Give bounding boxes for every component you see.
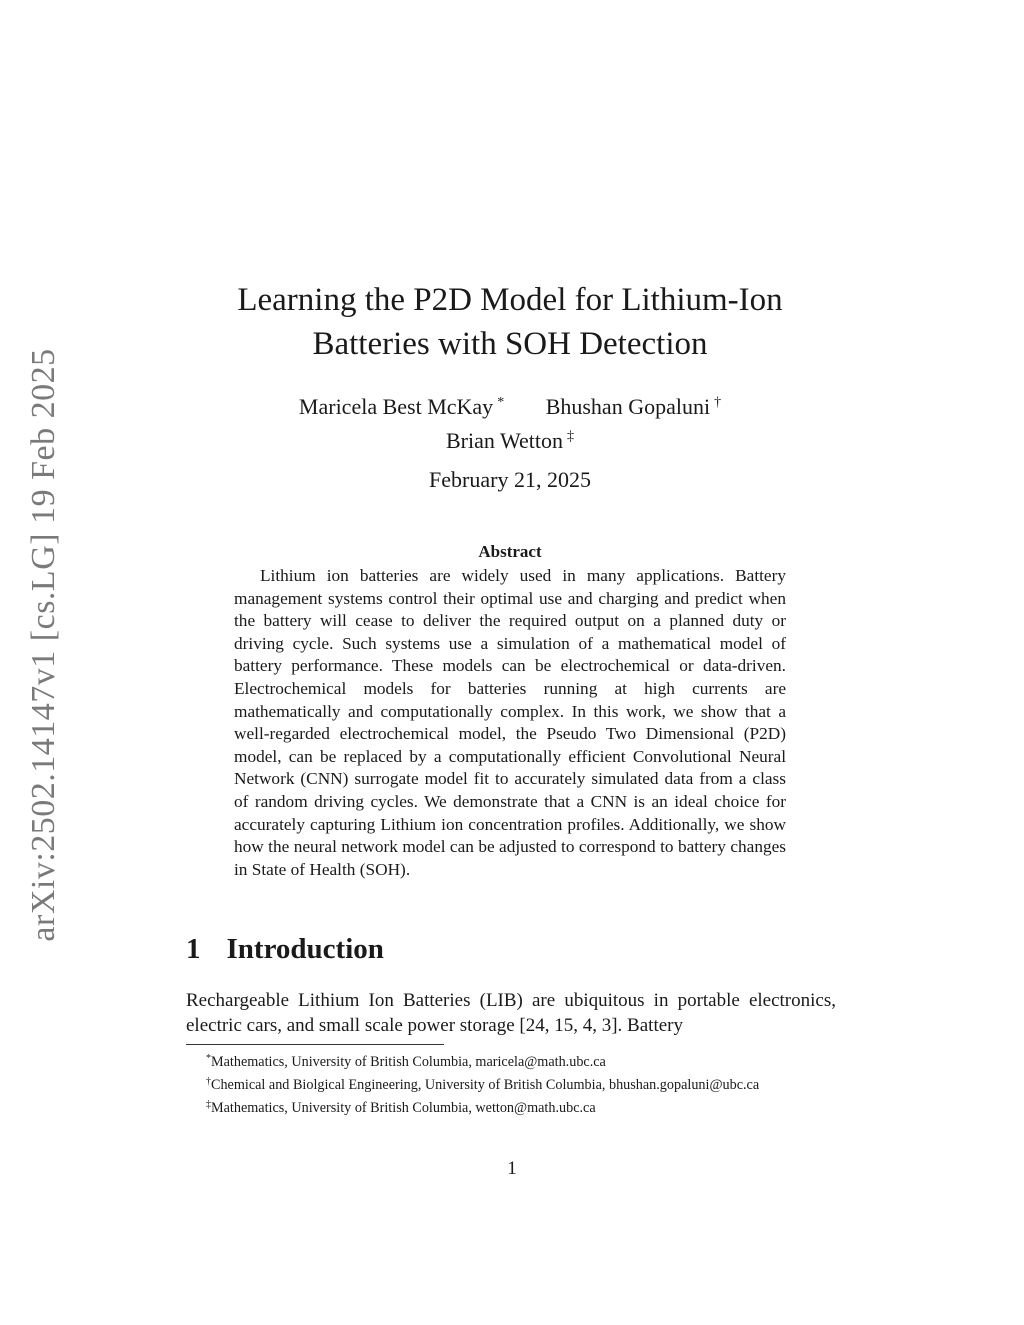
author-2-name: Bhushan Gopaluni <box>545 394 711 419</box>
footnote-2-text: Chemical and Biolgical Engineering, University of British Columbia, bhushan.gopaluni@ubc.ca <box>211 1077 760 1093</box>
author-2 <box>546 388 721 422</box>
introduction-paragraph: Rechargeable Lithium Ion Batteries (LIB) are ubiquitous in portable electronics, electric cars, and small scale power storage [24, 15, 4, 3]. Battery <box>186 990 836 1036</box>
author-3-name: Brian Wetton <box>446 428 563 453</box>
section-heading-introduction <box>186 933 384 966</box>
page-number: 1 <box>507 1158 517 1179</box>
footnote-2-mark: † <box>206 1076 211 1087</box>
section-number: 1 <box>186 933 201 965</box>
author-1 <box>299 388 504 422</box>
publication-date: February 21, 2025 <box>429 467 591 492</box>
footnotes <box>186 1049 836 1118</box>
footnote-2 <box>186 1072 836 1095</box>
author-row-1 <box>150 388 870 422</box>
footnote-3-mark: ‡ <box>206 1099 211 1110</box>
section-title: Introduction <box>226 933 384 965</box>
footnote-1-mark: * <box>206 1053 211 1064</box>
author-1-mark: * <box>497 395 505 410</box>
paper-title-line-2: Batteries with SOH Detection <box>312 326 708 362</box>
author-3-mark: ‡ <box>566 429 574 444</box>
author-1-name: Maricela Best McKay <box>298 394 494 419</box>
paper-title-line-1: Learning the P2D Model for Lithium-Ion <box>237 282 783 318</box>
author-2-mark: † <box>714 395 722 410</box>
paper-title <box>150 278 870 366</box>
author-3 <box>446 422 574 456</box>
abstract-text: Lithium ion batteries are widely used in many applications. Battery management systems control their optimal use and charging and predict when the battery will cease to deliver the required output on a planned duty or driving cycle. Such systems use a simulation of a mathematical model of battery performance. These models can be electrochemical or data-driven. Electrochemical models for batteries running at high currents are mathematically and computationally complex. In this work, we show that a well-regarded electrochemical model, the Pseudo Two Dimensional (P2D) model, can be replaced by a computationally efficient Convolutional Neural Network (CNN) surrogate model fit to accurately simulated data from a class of random driving cycles. We demonstrate that a CNN is an ideal choice for accurately capturing Lithium ion concentration profiles. Additionally, we show how the neural network model can be adjusted to correspond to battery changes in State of Health (SOH). <box>234 566 786 879</box>
footnote-1 <box>186 1049 836 1072</box>
arxiv-identifier-stamp: arXiv:2502.14147v1 [cs.LG] 19 Feb 2025 <box>25 348 62 942</box>
footnote-3-text: Mathematics, University of British Columbia, wetton@math.ubc.ca <box>211 1100 596 1116</box>
footnote-divider <box>186 1044 444 1045</box>
abstract-heading: Abstract <box>478 542 542 561</box>
author-row-2 <box>150 422 870 456</box>
author-list <box>150 388 870 456</box>
footnote-3 <box>186 1095 836 1118</box>
footnote-1-text: Mathematics, University of British Columbia, maricela@math.ubc.ca <box>211 1054 606 1070</box>
